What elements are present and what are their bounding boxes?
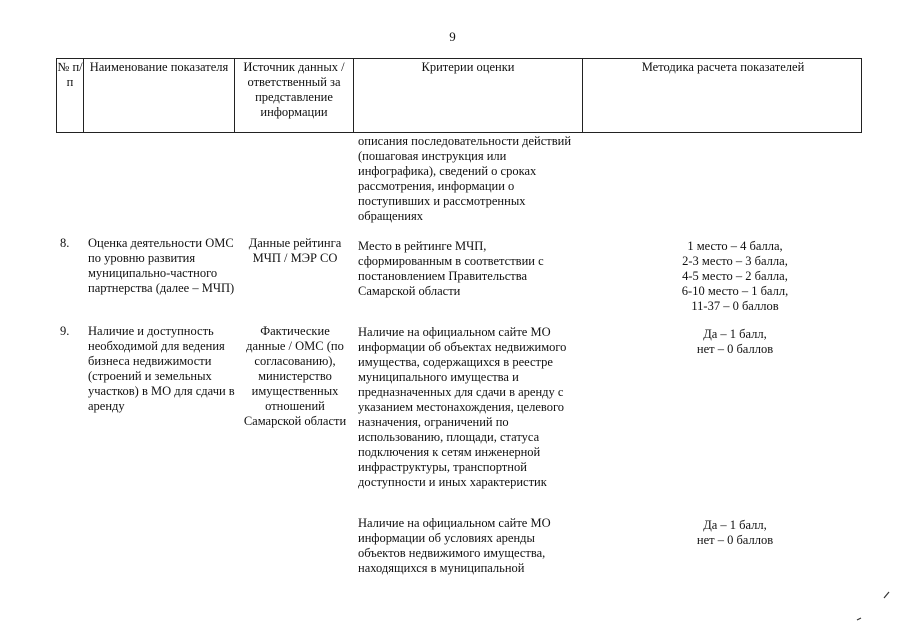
- scan-speck: [857, 618, 861, 620]
- table-header: [56, 58, 862, 133]
- row-9-name: Наличие и доступность необходимой для ведения бизнеса недвижимости (строений и земельных участков) в МО для сдачи в аренду: [88, 324, 235, 413]
- method-line: 4-5 место – 2 балла,: [682, 269, 788, 283]
- method-line: Да – 1 балл,: [703, 327, 767, 341]
- continuation-criteria: описания последовательности действий (пошаговая инструкция или инфографика), сведений о сроках рассмотрения, информации о поступивших и рассмотренных обращениях: [358, 134, 572, 223]
- header-name: Наименование показателя: [83, 59, 234, 132]
- page-number: 9: [449, 29, 456, 44]
- method-line: 11-37 – 0 баллов: [691, 299, 779, 313]
- method-line: нет – 0 баллов: [696, 533, 774, 547]
- row-9-extra-method: [640, 518, 830, 548]
- method-line: Да – 1 балл,: [703, 518, 767, 532]
- header-criteria: Критерии оценки: [353, 59, 582, 132]
- row-9-criteria: Наличие на официальном сайте МО информации об объектах недвижимого имущества, содержащихся в реестре муниципального имущества и предназначенных для сдачи в аренду с указанием местонахождения, целевого назначения, ограничений по использованию, площади, статуса подключения к сетям инженерной инфраструктуры, транспортной доступности и иных характеристик: [358, 325, 567, 489]
- row-9-num: 9.: [60, 324, 70, 338]
- method-line: нет – 0 баллов: [696, 342, 774, 356]
- row-8-num: 8.: [60, 236, 70, 250]
- method-line: 1 место – 4 балла,: [687, 239, 783, 253]
- row-8-source: Данные рейтинга МЧП / МЭР СО: [248, 236, 342, 265]
- row-8-method: [640, 239, 830, 314]
- header-num: № п/п: [57, 60, 83, 89]
- row-9-extra-criteria: Наличие на официальном сайте МО информации об условиях аренды объектов недвижимого имущества, находящихся в муниципальной: [358, 516, 551, 575]
- header-method: Методика расчета показателей: [582, 59, 863, 132]
- scan-speck: [884, 592, 889, 598]
- method-line: 2-3 место – 3 балла,: [682, 254, 788, 268]
- method-line: 6-10 место – 1 балл,: [681, 284, 789, 298]
- row-9-method: [640, 327, 830, 357]
- row-8-name: Оценка деятельности ОМС по уровню развития муниципально-частного партнерства (далее – МЧП): [88, 236, 235, 295]
- row-9-source: Фактические данные / ОМС (по согласованию), министерство имущественных отношений Самарской области: [243, 324, 347, 428]
- row-8-criteria: Место в рейтинге МЧП, сформированным в соответствии с постановлением Правительства Самарской области: [358, 239, 544, 298]
- header-source: Источник данных / ответственный за представление информации: [234, 59, 353, 132]
